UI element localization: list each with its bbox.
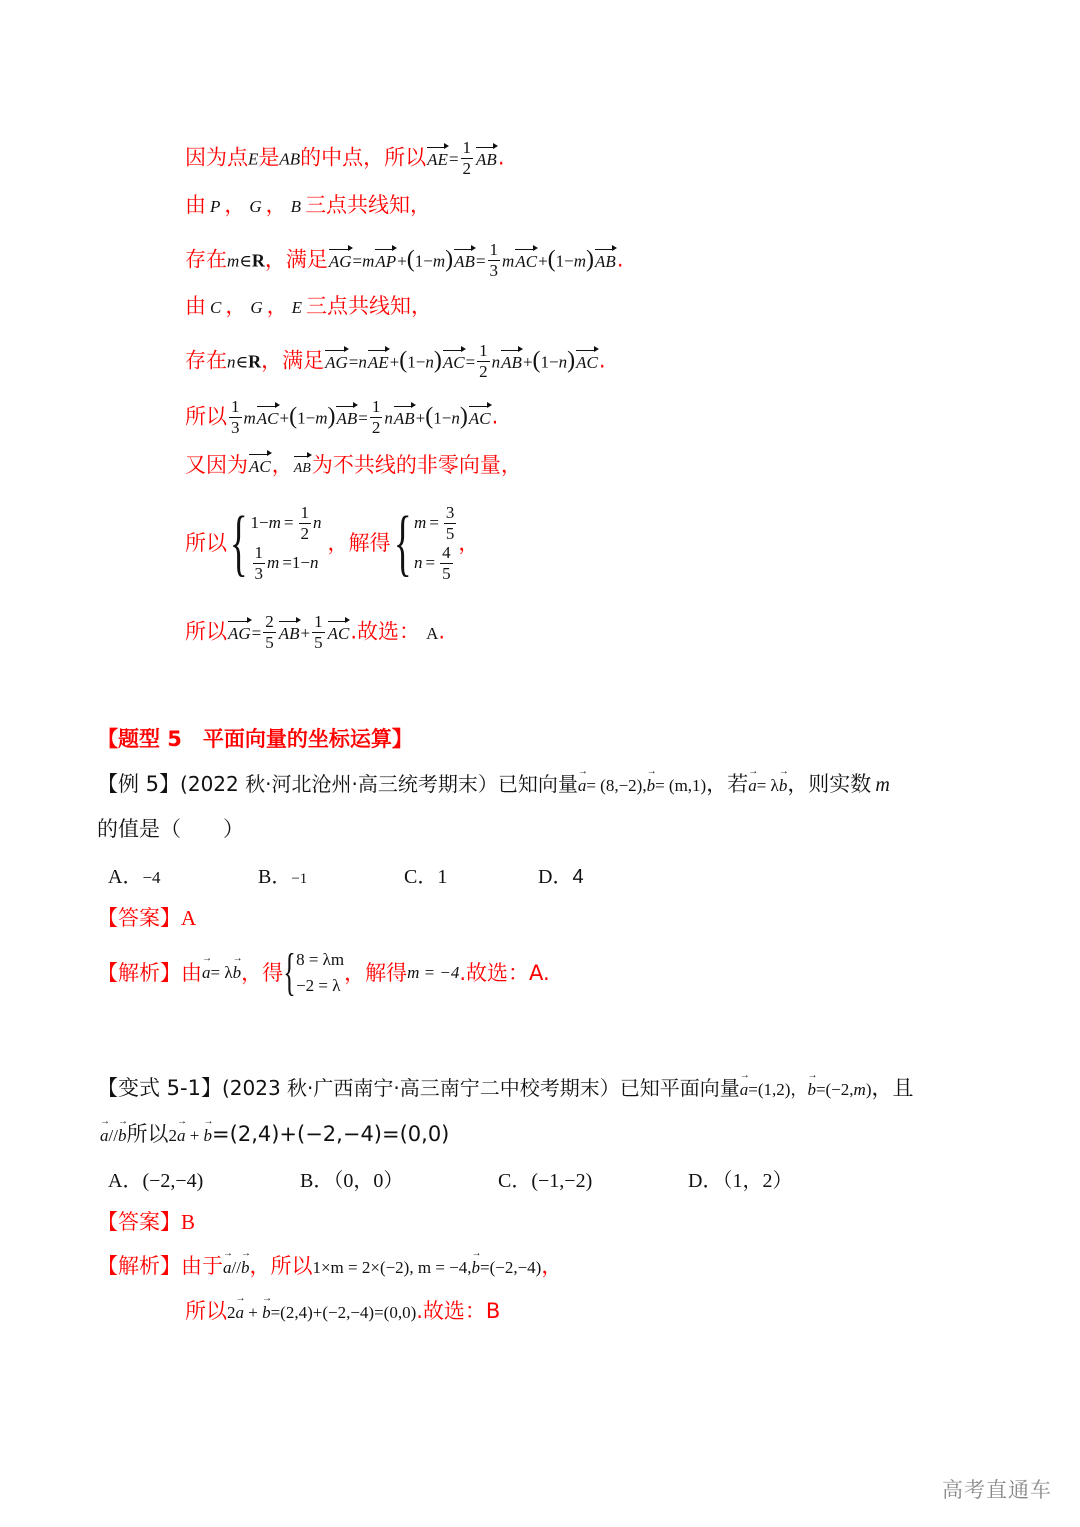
var-g: G — [250, 298, 263, 317]
variant-label: 【变式 5-1】 — [97, 1076, 222, 1100]
plus: + — [522, 352, 533, 372]
text: ，解得 — [344, 961, 408, 985]
var-n: n — [227, 352, 236, 372]
var-e: E — [291, 298, 303, 317]
analysis-label: 【解析】 — [97, 961, 181, 985]
text: 由 — [181, 961, 202, 985]
var-g: G — [249, 197, 262, 216]
text: 因为点 — [185, 145, 248, 170]
option-value: （0，0） — [333, 1170, 404, 1192]
vector-a-value: =(1,2)， — [748, 1080, 808, 1099]
expr: 1− — [407, 352, 426, 372]
vector-b: b → — [241, 1253, 250, 1283]
variant-5-1-answer — [97, 1207, 195, 1237]
vector-ap: AP — [374, 247, 397, 277]
equals: = — [352, 251, 363, 271]
text: 由 — [185, 193, 206, 217]
solution-line-3 — [185, 240, 624, 281]
expr: = λ — [210, 963, 233, 982]
text: 的中点，所以 — [300, 145, 427, 170]
text: 存在 — [185, 247, 227, 272]
vector-ab: AB — [500, 348, 523, 378]
var-m: m — [268, 513, 281, 532]
option-b[interactable] — [258, 860, 307, 889]
paren: ) — [445, 246, 454, 273]
vector-ae: AE — [426, 145, 449, 175]
solution-line-6 — [185, 397, 498, 438]
vector-ac: AC — [248, 452, 272, 482]
variant-5-1-analysis — [97, 1251, 562, 1283]
var-p: P — [210, 197, 221, 216]
system-row-1: 8 = λm — [296, 950, 345, 969]
var-m: m — [227, 251, 240, 271]
vector-b: b → — [118, 1121, 127, 1151]
paren: ( — [532, 347, 541, 374]
parallel: // — [108, 1126, 118, 1145]
example-source: (2022 秋·河北沧州·高三统考期末）已知向量 — [180, 772, 578, 796]
brace-icon: { — [229, 502, 248, 584]
paren: ( — [406, 246, 415, 273]
fraction — [444, 503, 457, 544]
solution-line-9 — [185, 612, 445, 653]
plus: + — [279, 408, 290, 428]
text: 是 — [258, 145, 280, 170]
var-b: B — [290, 197, 302, 216]
fraction — [461, 138, 474, 179]
vector-b: b → — [779, 771, 788, 801]
equals: = — [429, 513, 439, 532]
system-row-2 — [414, 543, 458, 583]
text: ，得 — [241, 961, 284, 985]
section-heading — [97, 724, 413, 754]
var-m: m — [362, 251, 375, 271]
question-text: 的值是（ ） — [97, 817, 244, 841]
paren: ( — [399, 347, 408, 374]
section-title: 【题型 5 平面向量的坐标运算】 — [97, 727, 413, 751]
fraction — [488, 240, 501, 281]
option-b[interactable] — [300, 1164, 403, 1193]
period: . — [598, 348, 606, 373]
vector-a-value: = (8,−2), — [586, 776, 647, 795]
vector-a: a → — [578, 771, 587, 801]
example-5-line-2 — [97, 814, 244, 844]
text: 三点共线知， — [306, 294, 433, 318]
text: ，则实数 — [787, 772, 872, 796]
text: 又因为 — [185, 453, 248, 477]
option-value: （1，2） — [722, 1170, 793, 1192]
text: .故选： — [350, 619, 421, 644]
vector-a: a → — [740, 1075, 749, 1105]
system-row-1 — [414, 503, 458, 543]
text: 所以 — [185, 531, 227, 555]
numerator: 1 — [300, 502, 309, 522]
period: . — [491, 404, 499, 429]
option-c[interactable] — [404, 860, 447, 889]
var-m: m — [875, 774, 890, 796]
option-label: C． — [498, 1170, 532, 1192]
text: 所以 — [126, 1122, 169, 1146]
option-value: (−2,−4) — [142, 1170, 204, 1192]
option-d[interactable] — [538, 860, 584, 889]
fraction — [263, 612, 276, 653]
answer-value: B — [181, 1210, 196, 1234]
example-5-analysis — [97, 944, 550, 1002]
option-value: 4 — [572, 866, 584, 888]
fraction — [477, 341, 490, 382]
example-5-answer — [97, 903, 196, 933]
plus: + — [415, 408, 426, 428]
solution-line-7 — [185, 450, 522, 484]
option-label: D． — [538, 866, 573, 888]
option-d[interactable] — [688, 1164, 792, 1193]
solution-line-1 — [185, 138, 505, 179]
vector-b: b → — [647, 771, 656, 801]
vector-b: b → — [807, 1075, 816, 1105]
option-label: C． — [404, 866, 438, 888]
variant-5-1-analysis-line-2 — [185, 1296, 500, 1328]
option-value: (−1,−2) — [531, 1170, 593, 1192]
option-label: A． — [108, 1170, 143, 1192]
solution-line-5 — [185, 341, 606, 382]
brace-icon: { — [283, 944, 296, 1001]
text: 存在 — [185, 348, 227, 373]
equals: = — [348, 352, 359, 372]
vector-ac: AC — [327, 619, 351, 649]
solution-line-2 — [185, 190, 431, 222]
plus: + — [397, 251, 407, 271]
paren: ) — [586, 246, 595, 273]
var-m: m — [267, 553, 280, 572]
denominator: 3 — [231, 418, 240, 437]
expr: 1− — [297, 408, 316, 428]
paren: ) — [433, 347, 442, 374]
vector-ac: AC — [442, 348, 466, 378]
var-m: m — [502, 251, 515, 271]
reals: R — [251, 250, 265, 271]
expr: =1− — [282, 553, 310, 572]
equals: = — [475, 251, 486, 271]
comma: ， — [458, 531, 480, 555]
parallel: // — [231, 1258, 241, 1277]
option-label: B． — [258, 866, 292, 888]
plus: + — [389, 352, 400, 372]
plus: + — [300, 623, 311, 643]
equation-system — [283, 944, 345, 1001]
equals: = — [425, 553, 436, 572]
solution-line-8 — [185, 496, 479, 590]
paren: ) — [459, 403, 468, 430]
option-c[interactable] — [498, 1164, 592, 1193]
text: ，满足 — [261, 348, 325, 373]
text: 由于 — [181, 1254, 223, 1278]
expr: = λ — [756, 776, 779, 795]
comma: ， — [271, 453, 293, 477]
denominator: 2 — [479, 362, 488, 381]
vector-b-value: =(−2, — [815, 1080, 854, 1099]
text: 为不共线的非零向量， — [311, 453, 522, 477]
var-n: n — [451, 408, 460, 428]
vector-ac: AC — [514, 247, 538, 277]
segment-ab: AB — [279, 149, 301, 169]
text: .故选：A. — [459, 961, 550, 985]
fraction — [370, 397, 383, 438]
question-text: =(2,4)+(−2,−4)=(0,0) — [212, 1122, 450, 1146]
equation-system — [227, 503, 322, 583]
text: ，解得 — [327, 531, 391, 555]
expr: 1− — [433, 408, 452, 428]
system-row-2 — [251, 543, 322, 583]
vector-ab: AB — [393, 404, 416, 434]
plus: + — [185, 1126, 204, 1145]
vector-ab: AB — [594, 247, 617, 277]
variant-source: (2023 秋·广西南宁·高三南宁二中校考期末）已知平面向量 — [221, 1076, 740, 1100]
denominator: 5 — [265, 633, 274, 652]
vector-a: a → — [202, 958, 211, 988]
var-m: m — [315, 408, 328, 428]
example-5-line-1 — [97, 769, 890, 801]
denominator: 5 — [442, 563, 451, 583]
equals: = — [358, 408, 368, 428]
vector-b: b → — [204, 1121, 213, 1151]
equation: =(−2,−4) — [480, 1258, 542, 1277]
numerator: 1 — [489, 240, 499, 259]
equation: 1×m = 2×(−2), m = −4, — [312, 1258, 472, 1277]
option-label: A． — [108, 866, 143, 888]
denominator: 5 — [314, 633, 323, 652]
option-a[interactable] — [108, 860, 161, 889]
comma: ， — [266, 294, 288, 318]
period: . — [616, 247, 624, 272]
text: ，若 — [706, 772, 749, 796]
var-n: n — [414, 553, 423, 572]
var-n: n — [310, 553, 319, 572]
expr: 1− — [250, 513, 269, 532]
system-row-1 — [251, 503, 322, 543]
equals: = — [283, 513, 294, 532]
example-label: 【例 5】 — [97, 772, 181, 796]
var-n: n — [384, 408, 393, 428]
var-n: n — [358, 352, 367, 372]
numerator: 1 — [254, 542, 264, 562]
numerator: 1 — [314, 612, 323, 631]
var-m: m — [414, 513, 427, 532]
plus: + — [538, 251, 548, 271]
equals: = — [448, 149, 459, 169]
fraction — [229, 397, 242, 438]
paren: ) — [327, 403, 336, 430]
expr: 1− — [414, 251, 433, 271]
fraction — [253, 543, 266, 584]
vector-ab: AB — [453, 247, 476, 277]
period: . — [438, 619, 446, 644]
vector-a: a → — [223, 1253, 232, 1283]
fraction — [312, 612, 325, 653]
numerator: 1 — [231, 397, 240, 416]
plus: + — [244, 1303, 263, 1322]
text: 所以 — [185, 1299, 227, 1323]
numerator: 2 — [265, 612, 274, 631]
vector-a: a → — [748, 771, 757, 801]
paren: ( — [547, 246, 556, 273]
coefficient: 2 — [168, 1126, 177, 1145]
vector-b: b → — [233, 958, 242, 988]
text: ，满足 — [264, 247, 328, 272]
var-m: m — [573, 251, 587, 271]
numerator: 1 — [462, 138, 472, 157]
equation: =(2,4)+(−2,−4)=(0,0) — [270, 1303, 417, 1322]
option-value: −4 — [142, 868, 161, 887]
vector-a: a → — [177, 1121, 186, 1151]
element-of: ∈ — [239, 251, 252, 271]
vector-a: a → — [100, 1121, 109, 1151]
variant-5-1-line-2 — [100, 1119, 449, 1151]
comma: ， — [265, 193, 287, 217]
vector-ac: AC — [256, 404, 280, 434]
answer-label: 【答案】 — [97, 906, 181, 930]
option-label: B． — [300, 1170, 334, 1192]
comma: ， — [541, 1254, 563, 1278]
reals: R — [248, 351, 262, 372]
paren: ) — [567, 347, 576, 374]
text: ，所以 — [249, 1254, 313, 1278]
vector-b-value: = (m,1) — [655, 776, 707, 795]
vector-ab: AB — [475, 145, 498, 175]
paren: ( — [289, 403, 298, 430]
comma: ， — [224, 193, 246, 217]
text: 由 — [185, 294, 206, 318]
fraction — [440, 543, 453, 584]
vector-ab: AB — [278, 619, 301, 649]
comma: ， — [225, 294, 247, 318]
text: 三点共线知， — [305, 193, 432, 217]
vector-ab: AB — [335, 404, 358, 434]
denominator: 5 — [445, 523, 455, 543]
denominator: 2 — [300, 523, 309, 543]
system-row-2: −2 = λ — [296, 976, 341, 995]
var-c: C — [210, 298, 222, 317]
numerator: 3 — [445, 502, 455, 522]
answer-value: A — [181, 906, 197, 930]
equals: = — [465, 352, 476, 372]
vector-ag: AG — [227, 619, 252, 649]
var-n: n — [425, 352, 434, 372]
numerator: 1 — [371, 397, 381, 416]
denominator: 3 — [254, 563, 264, 583]
element-of: ∈ — [235, 352, 249, 372]
option-value: −1 — [291, 871, 308, 887]
text: 所以 — [185, 619, 227, 644]
var-m: m — [853, 1080, 866, 1099]
text: .故选：B — [416, 1299, 501, 1323]
watermark: 高考直通车 — [942, 1478, 1052, 1502]
answer: A — [426, 623, 439, 643]
vector-ab: AB — [293, 454, 312, 484]
vector-ag: AG — [324, 348, 349, 378]
vector-ag: AG — [328, 247, 353, 277]
answer-label: 【答案】 — [97, 1210, 181, 1234]
result: m = −4 — [407, 963, 460, 982]
variant-5-1-line-1 — [97, 1073, 913, 1105]
var-e: E — [248, 149, 259, 169]
vector-b: b → — [262, 1298, 271, 1328]
coefficient: 2 — [227, 1303, 236, 1322]
fraction — [299, 503, 312, 544]
var-n: n — [491, 352, 501, 372]
paren: ) — [865, 1080, 872, 1099]
analysis-label: 【解析】 — [97, 1254, 181, 1278]
vector-a: a → — [236, 1298, 245, 1328]
vector-ac: AC — [575, 348, 599, 378]
denominator: 2 — [371, 418, 381, 437]
vector-ae: AE — [367, 348, 390, 378]
period: . — [497, 145, 505, 170]
vector-b: b → — [472, 1253, 481, 1283]
expr: 1− — [555, 251, 574, 271]
vector-ac: AC — [468, 404, 492, 434]
brace-icon: { — [393, 502, 412, 584]
numerator: 1 — [479, 341, 488, 360]
var-m: m — [432, 251, 446, 271]
denominator: 3 — [489, 261, 499, 280]
expr: 1− — [540, 352, 559, 372]
paren: ( — [425, 403, 434, 430]
numerator: 4 — [442, 542, 451, 562]
var-n: n — [558, 352, 568, 372]
text: ，且 — [871, 1076, 914, 1100]
var-m: m — [243, 408, 256, 428]
solution-system — [391, 503, 459, 583]
var-n: n — [313, 513, 322, 532]
denominator: 2 — [462, 159, 472, 178]
option-a[interactable] — [108, 1164, 203, 1193]
solution-line-4 — [185, 291, 432, 323]
option-value: 1 — [437, 866, 448, 888]
text: 所以 — [185, 404, 227, 429]
option-label: D． — [688, 1170, 723, 1192]
equals: = — [251, 623, 262, 643]
